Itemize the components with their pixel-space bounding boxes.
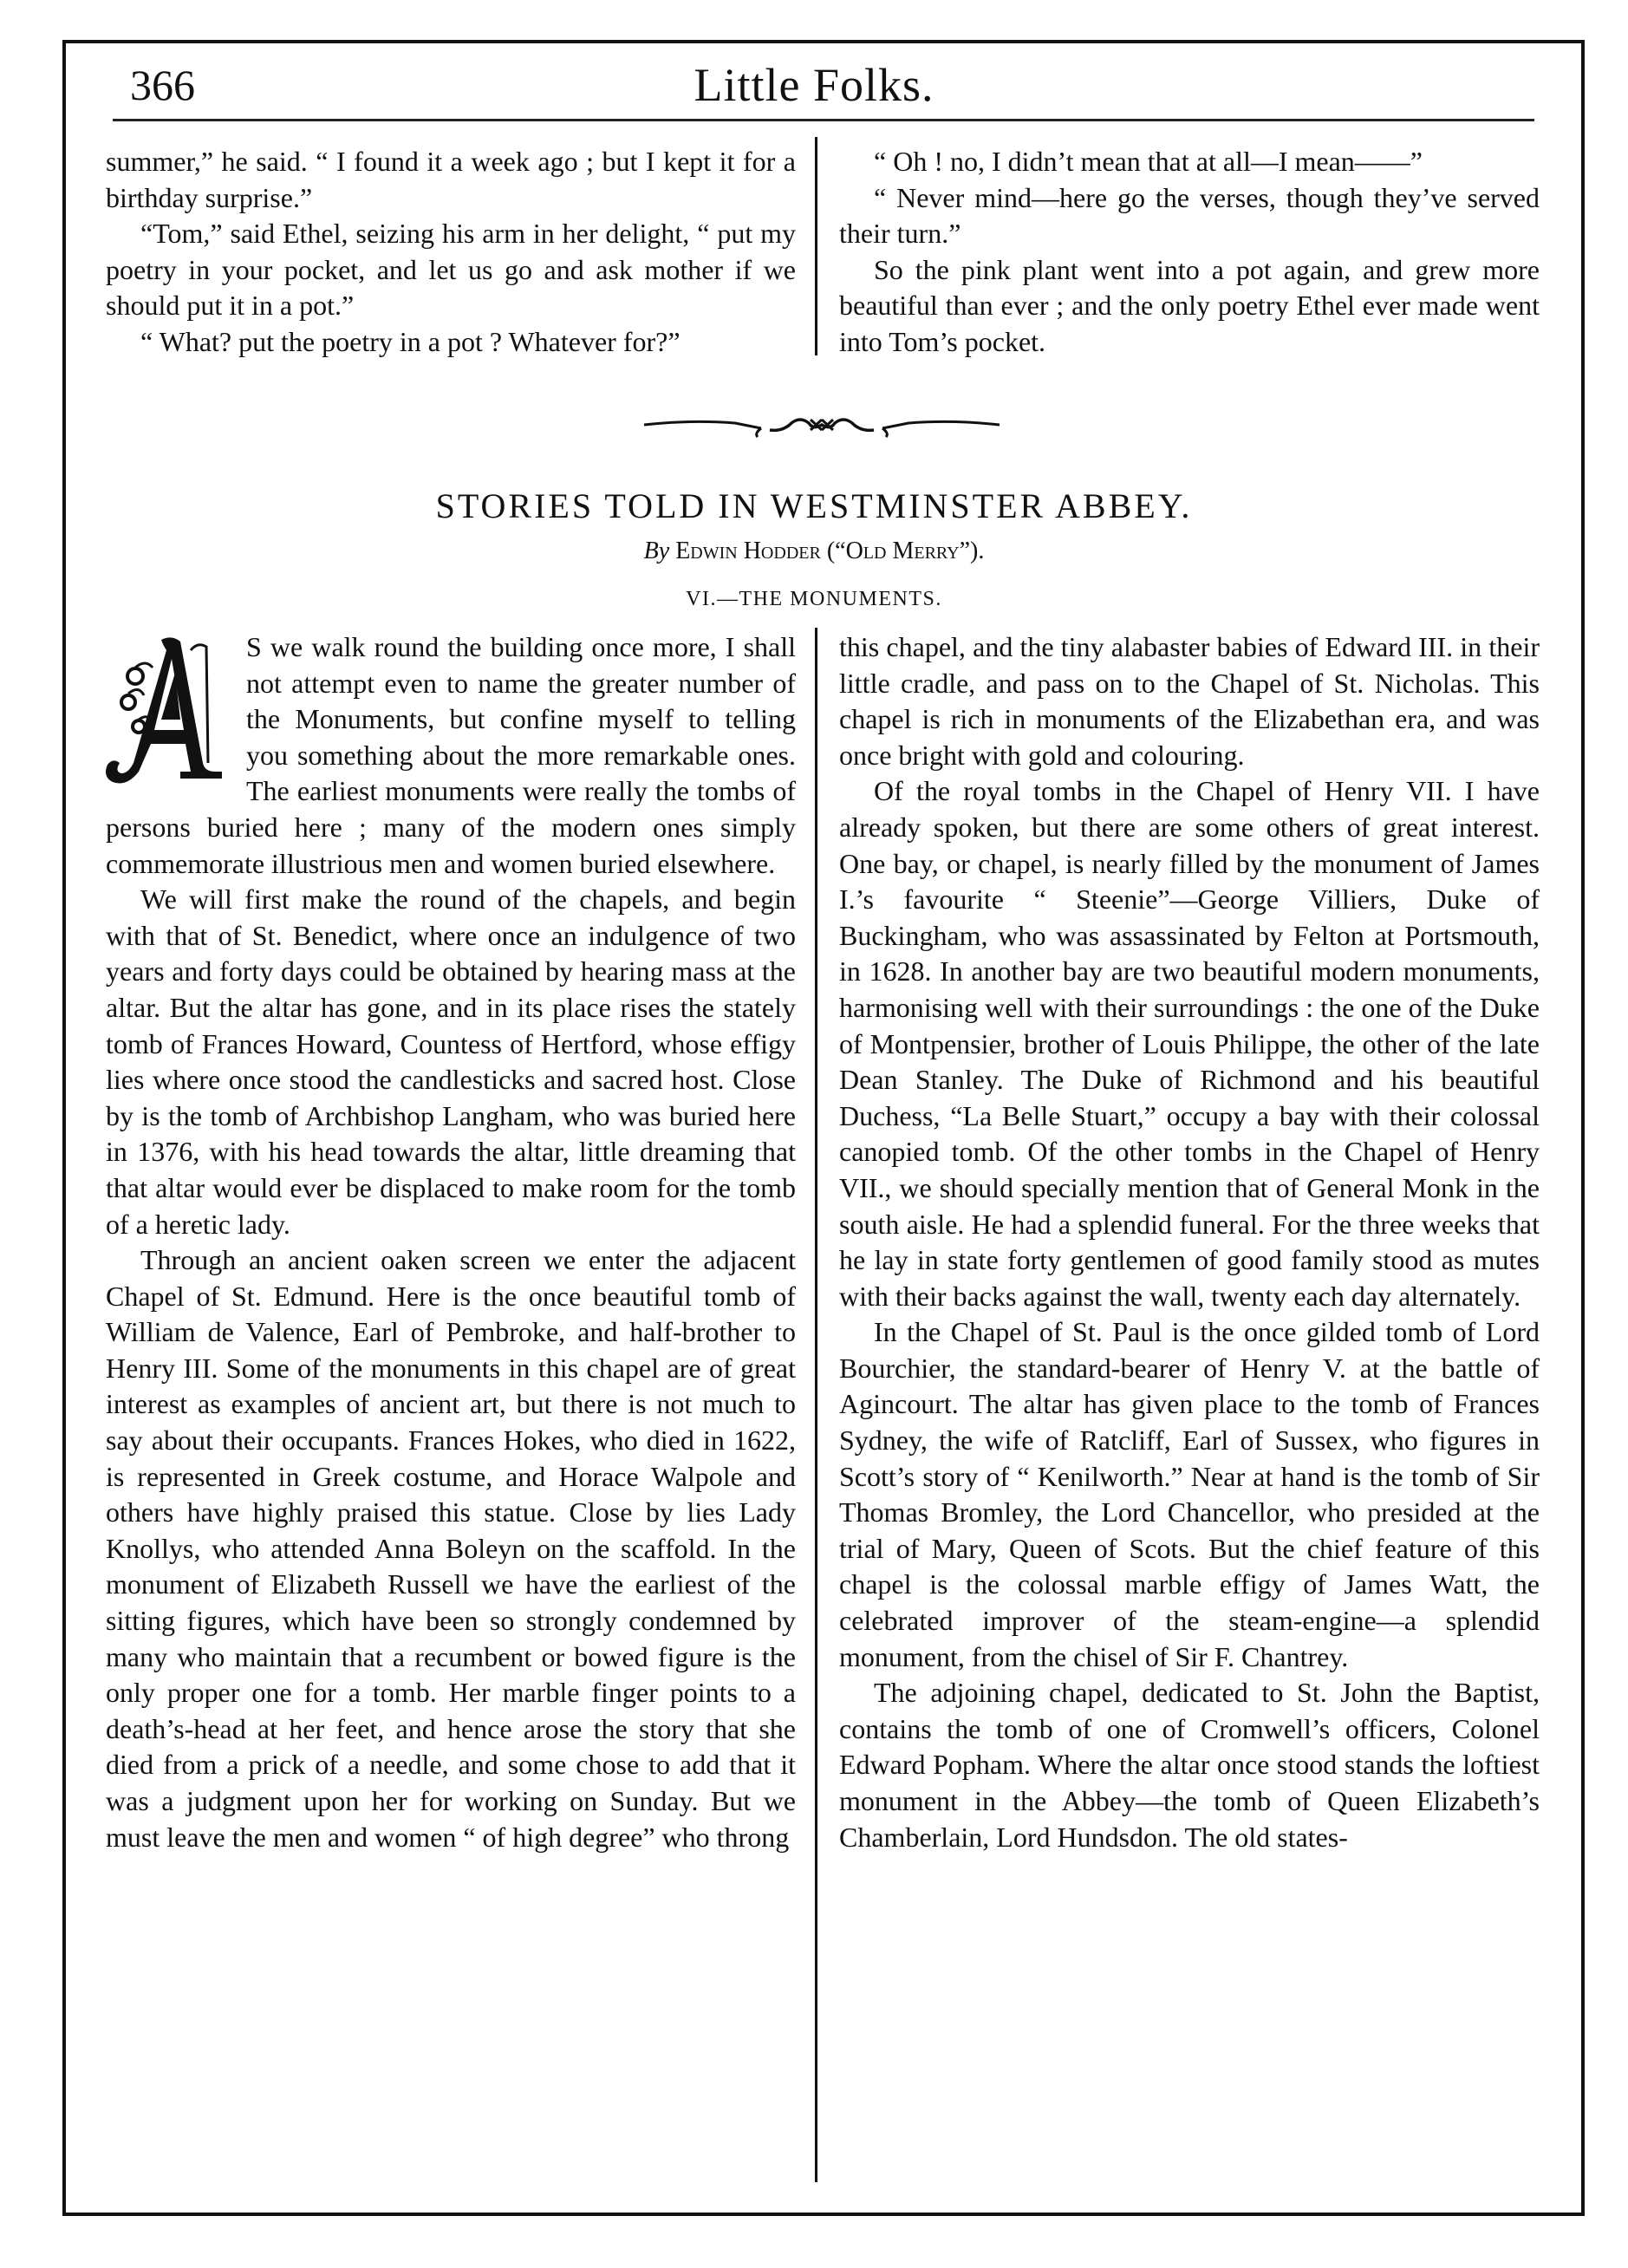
scroll-flourish-divider-icon [640,407,1004,442]
section-title: VI.—THE MONUMENTS. [686,588,942,610]
paragraph: In the Chapel of St. Paul is the once gilded tomb of Lord Bourchier, the standard-bearer of Henry V. at the battle of Agincourt. The altar has given place to the tomb of Frances Sydney, the wife of Ratcliff, Earl of Sussex, who figures in Scott’s story of “ Kenilworth.” Near at hand is the tomb of Sir Thomas Bromley, the Lord Chancellor, who presided at the trial of Mary, Queen of Scots. But the chief feature of this chapel is the colossal marble effigy of James Watt, the celebrated improver of the steam-engine—a splendid monument, from the chisel of Sir F. Chantrey. [839,1316,1540,1672]
paragraph: summer,” he said. “ I found it a week ago ; but I kept it for a birthday surprise.” [106,146,796,213]
article-left-column [106,629,796,1855]
paragraph: We will first make the round of the chapels, and begin with that of St. Benedict, where once an indulgence of two years and forty days could be obtained by hearing mass at the altar. But the altar has gone, and in its place rises the stately tomb of Frances Howard, Countess of Hertford, whose effigy lies where once stood the candlesticks and sacred host. Close by is the tomb of Archbishop Langham, who was buried here in 1376, with his head towards the altar, little dreaming that that altar would ever be displaced to make room for the tomb of a heretic lady. [106,883,796,1240]
column-divider [815,137,817,355]
paragraph: Of the royal tombs in the Chapel of Henry VII. I have already spoken, but there are some others of great interest. One bay, or chapel, is nearly filled by the monument of James I.’s favourite “ Steenie”—George Villiers, Duke of Buckingham, who was assassinated by Felton at Portsmouth, in 1628. In another bay are two beautiful modern monuments, harmonising well with their surroundings : the one of the Duke of Montpensier, brother of Louis Philippe, the other of the late Dean Stanley. The Duke of Richmond and his beautiful Duchess, “La Belle Stuart,” occupy a bay with their colossal canopied tomb. Of the other tombs in the Chapel of Henry VII., we should specially mention that of General Monk in the south aisle. He had a splendid funeral. For the three weeks that he lay in state forty gentlemen of good family stood as mutes with their backs against the wall, twenty each day alternately. [839,775,1540,1312]
paragraph: S we walk round the building once more, I shall not attempt even to name the greater number of the Monuments, but confine myself to telling you something about the more remarkable ones. The earliest monuments were really the tombs of persons buried here ; many of the modern ones simply commemorate illustrious men and women buried elsewhere. [106,631,796,879]
paragraph: “ Oh ! no, I didn’t mean that at all—I mean——” [874,146,1423,177]
byline-author: Edwin Hodder (“Old Merry”). [675,538,985,564]
header-rule [113,119,1534,121]
article-right-column [839,629,1540,1855]
column-divider [815,628,817,2182]
paragraph: So the pink plant went into a pot again, and grew more beautiful than ever ; and the only poetry Ethel ever made went into Tom’s pocket. [839,253,1540,357]
paragraph: “Tom,” said Ethel, seizing his arm in her delight, “ put my poetry in your pocket, and let us go and ask mother if we should put it in a pot.” [106,218,796,322]
paragraph: The adjoining chapel, dedicated to St. John the Baptist, contains the tomb of one of Cromwell’s officers, Colonel Edward Popham. Where the altar once stood stands the loftiest monument in the Abbey—the tomb of Queen Elizabeth’s Chamberlain, Lord Hundsdon. The old states- [839,1677,1540,1853]
previous-story-left-column [106,144,796,361]
paragraph: this chapel, and the tiny alabaster babies of Edward III. in their little cradle, and pass on to the Chapel of St. Nicholas. This chapel is rich in monuments of the Elizabethan era, and was once bright with gold and colouring. [839,631,1540,771]
article-title: STORIES TOLD IN WESTMINSTER ABBEY. [435,486,1193,525]
byline [0,536,1628,567]
page-number: 366 [130,61,195,109]
paragraph: “ What? put the poetry in a pot ? Whatever for?” [140,325,681,357]
paragraph: Through an ancient oaken screen we enter the adjacent Chapel of St. Edmund. Here is the once beautiful tomb of William de Valence, Earl of Pembroke, and half-brother to Henry III. Some of the monuments in this chapel are of great interest as examples of ancient art, but there is not much to say about their occupants. Frances Hokes, who died in 1622, is represented in Greek costume, and Horace Walpole and others have highly praised this statue. Close by lies Lady Knollys, who attended Anna Boleyn on the scaffold. In the monument of Elizabeth Russell we have the earliest of the sitting figures, which have been so strongly condemned by many who maintain that a recumbent or bowed figure is the only proper one for a tomb. Her marble finger points to a death’s-head at her feet, and hence arose the story that she died from a prick of a needle, and some chose to add that it was a judgment upon her for working on Sunday. But we must leave the men and women “ of high degree” who throng [106,1244,796,1853]
byline-prefix: By [643,538,670,564]
running-title: Little Folks. [694,59,934,111]
previous-story-right-column [839,144,1540,361]
ornate-initial-a-icon [101,633,238,791]
paragraph: “ Never mind—here go the verses, though they’ve served their turn.” [839,181,1540,250]
